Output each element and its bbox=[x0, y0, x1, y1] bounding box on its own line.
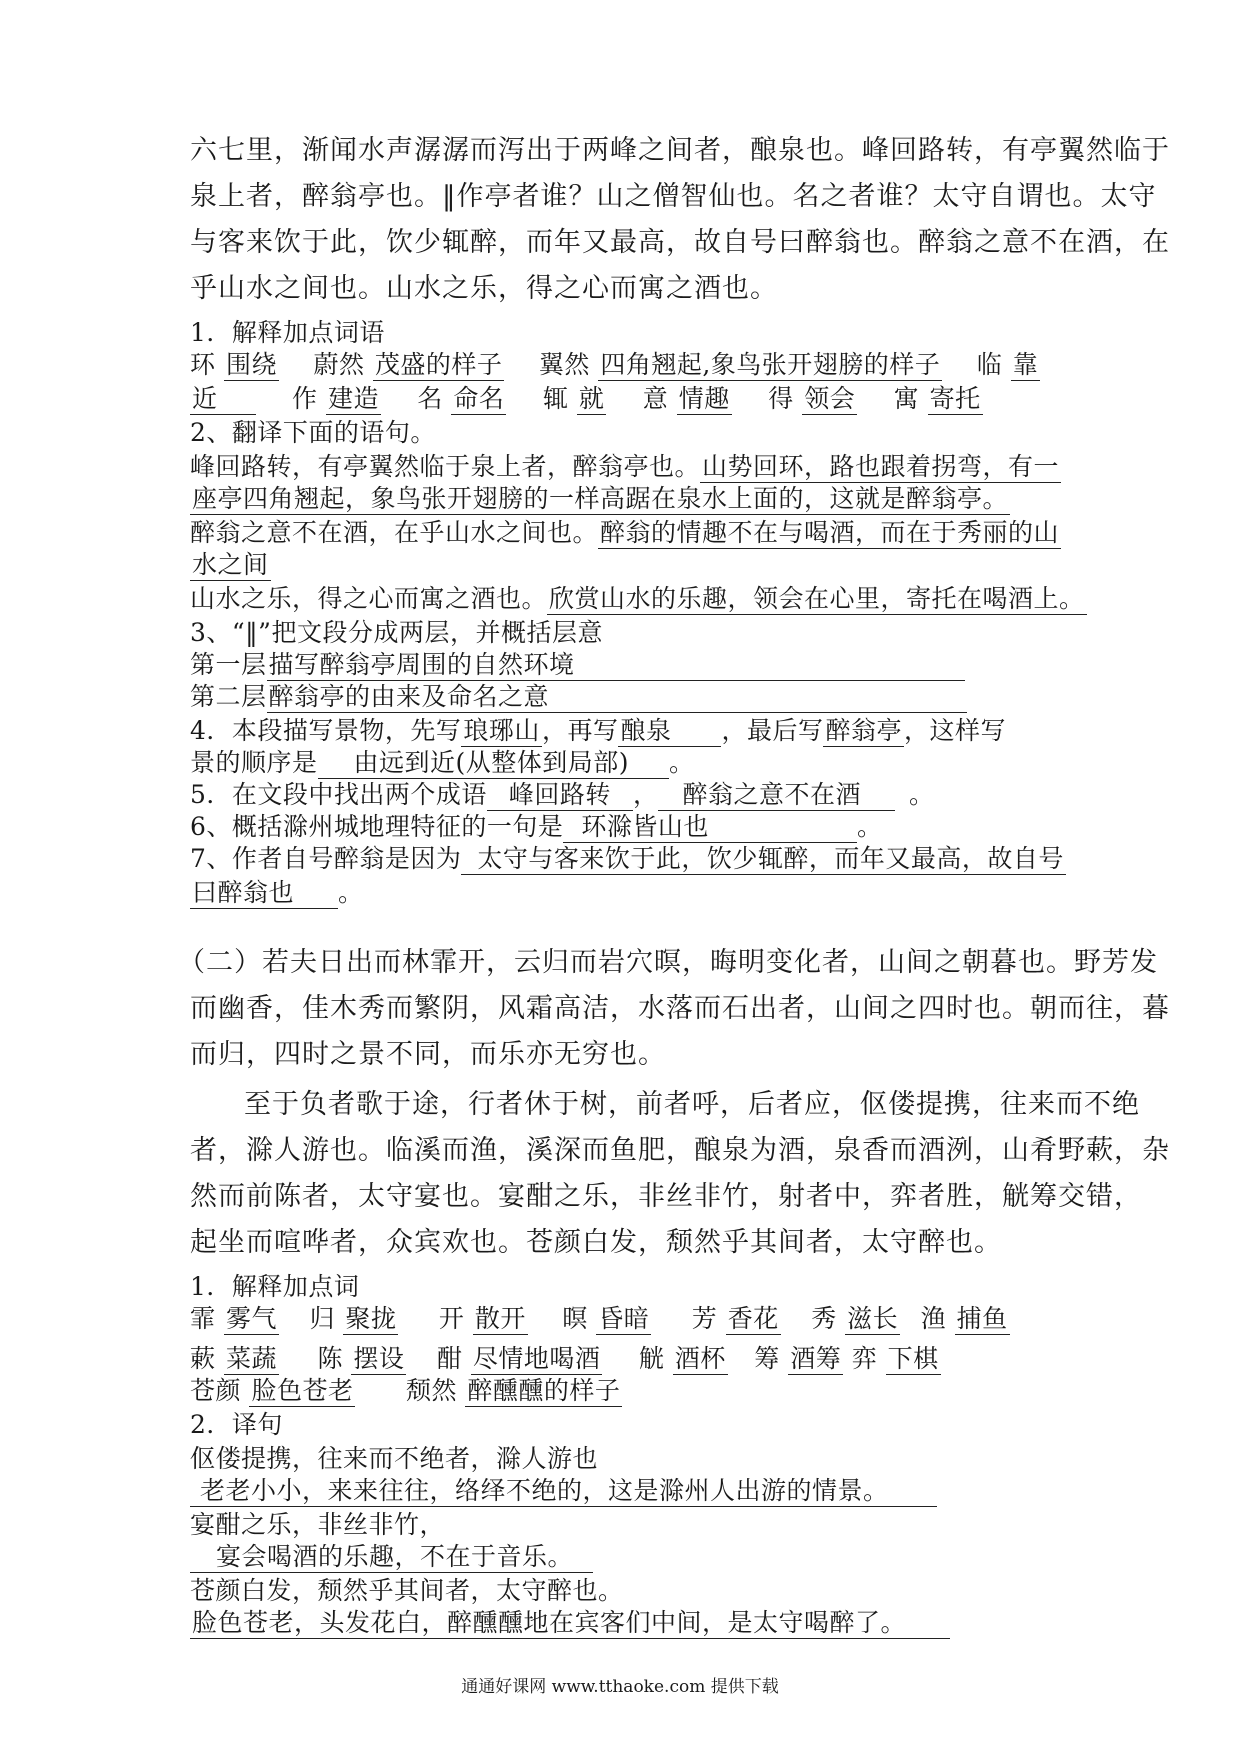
passage1-line-2: 泉上者，醉翁亭也。‖作亭者谁？山之僧智仙也。名之者谁？太守自谓也。太守 bbox=[190, 181, 1157, 212]
s2-translate-1-answer bbox=[190, 1476, 937, 1506]
s1-translate-1: 峰回路转，有亭翼然临于泉上者，醉翁亭也。山势回环，路也跟着拐弯，有一 bbox=[190, 452, 1060, 481]
passage2-line-6: 然而前陈者，太守宴也。宴酣之乐，非丝非竹，射者中，弈者胜，觥筹交错， bbox=[190, 1181, 1142, 1212]
answer-blank: 曰醉翁也 bbox=[190, 878, 338, 909]
s1-q6: 6、概括滁州城地理特征的一句是 环滁皆山也 。 bbox=[190, 812, 883, 841]
answer-blank: 宴会喝酒的乐趣，不在于音乐。 bbox=[190, 1542, 593, 1573]
answer-blank: 散开 bbox=[474, 1304, 526, 1333]
passage2-line-2: 而幽香，佳木秀而繁阴，风霜高洁，水落而石出者，山间之四时也。朝而往，暮 bbox=[190, 993, 1170, 1024]
s2-translate-2-answer bbox=[190, 1542, 593, 1572]
answer-blank: 脸色苍老，头发花白，醉醺醺地在宾客们中间，是太守喝醉了。 bbox=[190, 1608, 950, 1639]
s1-q4-cont: 景的顺序是 由远到近(从整体到局部) 。 bbox=[190, 748, 695, 777]
s2-q1-title: 1．解释加点词 bbox=[190, 1272, 360, 1301]
answer-blank: 就 bbox=[578, 384, 605, 413]
answer-blank: 命名 bbox=[453, 384, 505, 413]
answer-blank: 水之间 bbox=[192, 550, 269, 579]
s1-words-row-1: 环 围绕 蔚然 茂盛的样子 翼然 四角翘起,象鸟张开翅膀的样子 临 靠 bbox=[190, 350, 1039, 379]
answer-blank: 酒杯 bbox=[674, 1344, 726, 1373]
answer-blank: 太守与客来饮于此，饮少辄醉，而年又最高，故自号 bbox=[461, 844, 1066, 875]
answer-blank: 醉翁亭的由来及命名之意 bbox=[267, 682, 968, 713]
answer-blank: 醉翁的情趣不在与喝酒，而在于秀丽的山 bbox=[600, 518, 1060, 547]
answer-blank: 昏暗 bbox=[598, 1304, 650, 1333]
s2-translate-3-question: 苍颜白发，颓然乎其间者，太守醉也。 bbox=[190, 1576, 624, 1605]
answer-blank: 醉翁之意不在酒 bbox=[658, 780, 895, 811]
s2-translate-3-answer bbox=[190, 1608, 950, 1638]
passage2-line-3: 而归，四时之景不同，而乐亦无穷也。 bbox=[190, 1039, 666, 1070]
answer-blank: 聚拢 bbox=[345, 1304, 397, 1333]
answer-blank: 雾气 bbox=[225, 1304, 277, 1333]
answer-blank: 靠 bbox=[1012, 350, 1039, 379]
answer-blank: 酿泉 bbox=[618, 716, 721, 747]
footer-credit: 通通好课网 www.tthaoke.com 提供下载 bbox=[461, 1677, 779, 1697]
passage2-line-7: 起坐而喧哗者，众宾欢也。苍颜白发，颓然乎其间者，太守醉也。 bbox=[190, 1227, 1002, 1258]
answer-blank: 茂盛的样子 bbox=[374, 350, 503, 379]
s1-layer-2: 第二层醉翁亭的由来及命名之意 bbox=[190, 682, 967, 712]
s1-translate-3: 山水之乐，得之心而寓之酒也。欣赏山水的乐趣，领会在心里，寄托在喝酒上。 bbox=[190, 584, 1085, 613]
answer-blank: 座亭四角翘起，象鸟张开翅膀的一样高踞在泉水上面的，这就是醉翁亭。 bbox=[192, 484, 1009, 513]
s2-translate-1-question: 伛偻提携，往来而不绝者，滁人游也 bbox=[190, 1444, 599, 1473]
answer-blank: 菜蔬 bbox=[225, 1344, 277, 1373]
s2-words-row-3: 苍颜 脸色苍老 颓然 醉醺醺的样子 bbox=[190, 1376, 621, 1405]
answer-blank: 下棋 bbox=[887, 1344, 939, 1373]
answer-blank: 描写醉翁亭周围的自然环境 bbox=[267, 650, 965, 681]
passage2-line-4: 至于负者歌于途，行者休于树，前者呼，后者应，伛偻提携，往来而不绝 bbox=[244, 1089, 1140, 1120]
s2-words-row-2: 蔌 菜蔬 陈 摆设 酣 尽情地喝酒 觥 酒杯 筹 酒筹 弈 下棋 bbox=[190, 1344, 939, 1373]
s1-words-row-2: 近 作 建造 名 命名 辄 就 意 情趣 得 领会 寓 寄托 bbox=[192, 384, 981, 413]
answer-blank: 捕鱼 bbox=[956, 1304, 1008, 1333]
s1-translate-2-cont bbox=[190, 550, 271, 580]
answer-blank: 香花 bbox=[727, 1304, 779, 1333]
s1-q7: 7、作者自号醉翁是因为 太守与客来饮于此，饮少辄醉，而年又最高，故自号 bbox=[190, 844, 1064, 873]
answer-blank: 围绕 bbox=[225, 350, 277, 379]
answer-blank: 滋长 bbox=[847, 1304, 899, 1333]
passage1-line-3: 与客来饮于此，饮少辄醉，而年又最高，故自号曰醉翁也。醉翁之意不在酒，在 bbox=[190, 227, 1170, 258]
answer-blank: 摆设 bbox=[353, 1344, 405, 1373]
answer-blank: 山势回环，路也跟着拐弯，有一 bbox=[702, 452, 1060, 481]
s1-q7-cont: 曰醉翁也 。 bbox=[192, 878, 364, 907]
s1-q1-title: 1．解释加点词语 bbox=[190, 318, 385, 347]
answer-blank: 酒筹 bbox=[790, 1344, 842, 1373]
answer-blank: 琅琊山 bbox=[463, 716, 540, 745]
passage1-line-1: 六七里，渐闻水声潺潺而泻出于两峰之间者，酿泉也。峰回路转，有亭翼然临于 bbox=[190, 135, 1170, 166]
answer-blank: 情趣 bbox=[678, 384, 730, 413]
answer-blank: 脸色苍老 bbox=[251, 1376, 354, 1405]
passage1-line-4: 乎山水之间也。山水之乐，得之心而寓之酒也。 bbox=[190, 273, 778, 304]
s1-q4: 4．本段描写景物，先写琅琊山，再写酿泉 ，最后写醉翁亭，这样写 bbox=[190, 716, 1007, 745]
passage2-line-1: （二）若夫日出而林霏开，云归而岩穴暝，晦明变化者，山间之朝暮也。野芳发 bbox=[178, 947, 1158, 978]
answer-blank: 欣赏山水的乐趣，领会在心里，寄托在喝酒上。 bbox=[549, 584, 1085, 613]
s1-q5: 5．在文段中找出两个成语 峰回路转 ， 醉翁之意不在酒 。 bbox=[190, 780, 935, 809]
s1-translate-2: 醉翁之意不在酒，在乎山水之间也。醉翁的情趣不在与喝酒，而在于秀丽的山 bbox=[190, 518, 1060, 547]
answer-blank: 环滁皆山也 bbox=[563, 812, 857, 843]
s1-q3-title: 3、“‖”把文段分成两层，并概括层意 bbox=[190, 618, 603, 647]
s2-q2-title: 2．译句 bbox=[190, 1410, 283, 1439]
answer-blank: 领会 bbox=[804, 384, 856, 413]
answer-blank: 峰回路转 bbox=[487, 780, 633, 811]
answer-blank: 醉翁亭 bbox=[825, 716, 902, 745]
answer-blank: 由远到近(从整体到局部) bbox=[318, 748, 670, 779]
answer-blank: 老老小小，来来往往，络绎不绝的，这是滁州人出游的情景。 bbox=[190, 1476, 937, 1507]
s1-translate-1-cont bbox=[190, 484, 1010, 514]
answer-blank: 尽情地喝酒 bbox=[472, 1344, 601, 1373]
s1-layer-1: 第一层描写醉翁亭周围的自然环境 bbox=[190, 650, 965, 680]
s2-translate-2-question: 宴酣之乐，非丝非竹， bbox=[190, 1510, 446, 1539]
passage2-line-5: 者，滁人游也。临溪而渔，溪深而鱼肥，酿泉为酒，泉香而酒洌，山肴野蔌，杂 bbox=[190, 1135, 1170, 1166]
s2-words-row-1: 霏 雾气 归 聚拢 开 散开 暝 昏暗 芳 香花 秀 滋长 渔 捕鱼 bbox=[190, 1304, 1008, 1333]
answer-blank: 四角翘起,象鸟张开翅膀的样子 bbox=[600, 350, 941, 379]
answer-blank: 醉醺醺的样子 bbox=[467, 1376, 621, 1405]
answer-blank: 建造 bbox=[327, 384, 379, 413]
s1-q2-title: 2、翻译下面的语句。 bbox=[190, 418, 436, 447]
answer-blank: 寄托 bbox=[929, 384, 981, 413]
